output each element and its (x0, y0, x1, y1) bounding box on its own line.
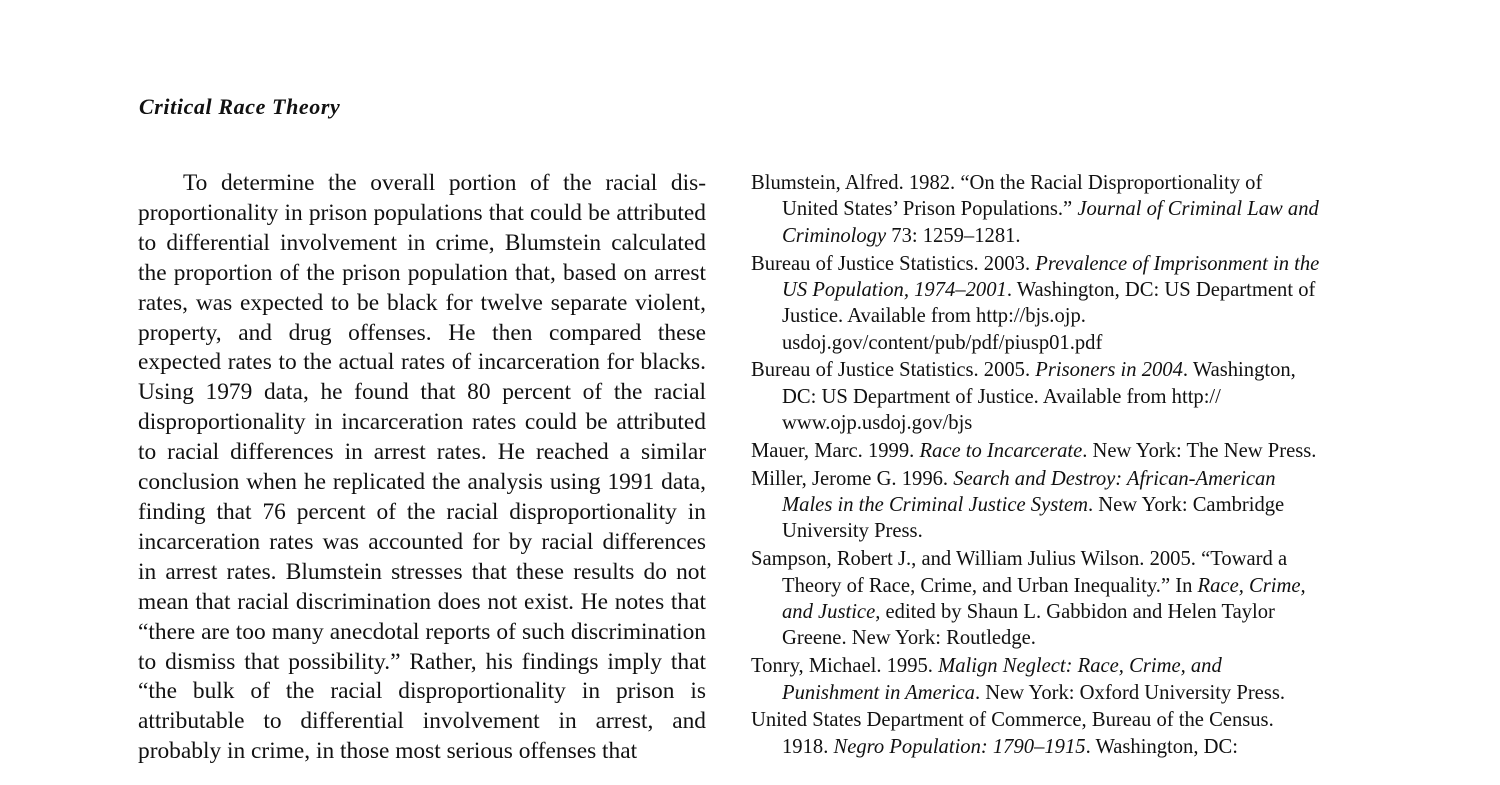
reference-text: Tonry, Michael. 1995. (751, 655, 939, 678)
body-paragraph-text: To determine the overall portion of the racial disproportionality in prison populations that could be attributed to differential involvement in crime, Blumstein calculated the proportion of the prison population that, based on arrest rates, was expected to be black for twelve separate violent, property, and drug offenses. He then compared these expected rates to the actual rates of incarceration for blacks. Using 1979 data, he found that 80 percent of the racial disproportionality in incarceration rates could be attributed to racial differences in arrest rates. He reached a similar conclusion when he replicated the analysis using 1991 data, finding that 76 percent of the racial disproportionality in incarceration rates was accounted for by racial differences in arrest rates. Blumstein stresses that these results do not mean that racial discrimination does not exist. He notes that “there are too many anecdotal reports of such discrimination to dismiss that possibility.” Rather, his findings imply that “the bulk of the racial disproportionality in prison is attributable to differential involvement in arrest, and probably in crime, in those most serious offenses that (138, 170, 706, 765)
reference-text: . New York: Cambridge University Press. (782, 494, 1285, 543)
reference-title: Prevalence of Imprisonment in the US Population, 1974–2001 (782, 252, 1320, 301)
reference-entry (751, 251, 1323, 357)
reference-entry (751, 546, 1323, 652)
reference-text: . Washington, DC: US Department of Justice. Available from http://​www.ojp.usdoj.gov/bjs (782, 359, 1296, 435)
reference-title: Prisoners in 2004 (1035, 359, 1183, 382)
reference-entry (751, 653, 1323, 706)
reference-list (751, 170, 1323, 761)
reference-title: Malign Neglect: Race, Crime, and Punishment in America (782, 655, 1222, 704)
body-paragraph (138, 169, 706, 767)
reference-text: United States Department of Commerce, Bureau of the Census. 1918. (751, 709, 1274, 758)
reference-text: Blumstein, Alfred. 1982. “On the Racial Disproportionality of United States’ Prison Populations.” (751, 172, 1263, 221)
reference-text: Miller, Jerome G. 1996. (751, 467, 954, 490)
running-head: Critical Race Theory (139, 94, 341, 119)
reference-title: Race to Incarcerate (919, 439, 1083, 462)
reference-entry (751, 170, 1323, 249)
reference-text: . Washington, DC: US Department of Justice. Available from http://bjs.ojp.​usdoj.gov/content/pub/pdf/piusp01.pdf (782, 278, 1316, 354)
reference-text: edited by Shaun L. Gabbidon and Helen Taylor Greene. New York: Routledge. (782, 600, 1275, 650)
reference-title: Negro Population: 1790–1915 (833, 735, 1086, 758)
reference-entry (751, 438, 1323, 464)
reference-text: Mauer, Marc. 1999. (751, 439, 920, 462)
reference-entry (751, 707, 1323, 760)
reference-title: Journal of Criminal Law and Criminology (782, 198, 1319, 247)
reference-entry (751, 357, 1323, 436)
reference-entry (751, 466, 1323, 545)
reference-text: Bureau of Justice Statistics. 2003. (751, 252, 1036, 275)
reference-title: Race, Crime, and Justice, (782, 574, 1306, 623)
reference-text: 73: 1259–1281. (886, 224, 1021, 247)
reference-text: Sampson, Robert J., and William Julius Wilson. 2005. “Toward a Theory of Race, Crime, and Urban Inequality.” In (751, 548, 1288, 597)
reference-text: . New York: The New Press. (1082, 439, 1317, 462)
reference-title: Search and Destroy: African-American Males in the Criminal Justice System (782, 467, 1276, 517)
reference-text: . Washington, DC: (1085, 735, 1238, 758)
reference-text: . New York: Oxford University Press. (974, 681, 1285, 704)
reference-text: Bureau of Justice Statistics. 2005. (751, 359, 1036, 382)
